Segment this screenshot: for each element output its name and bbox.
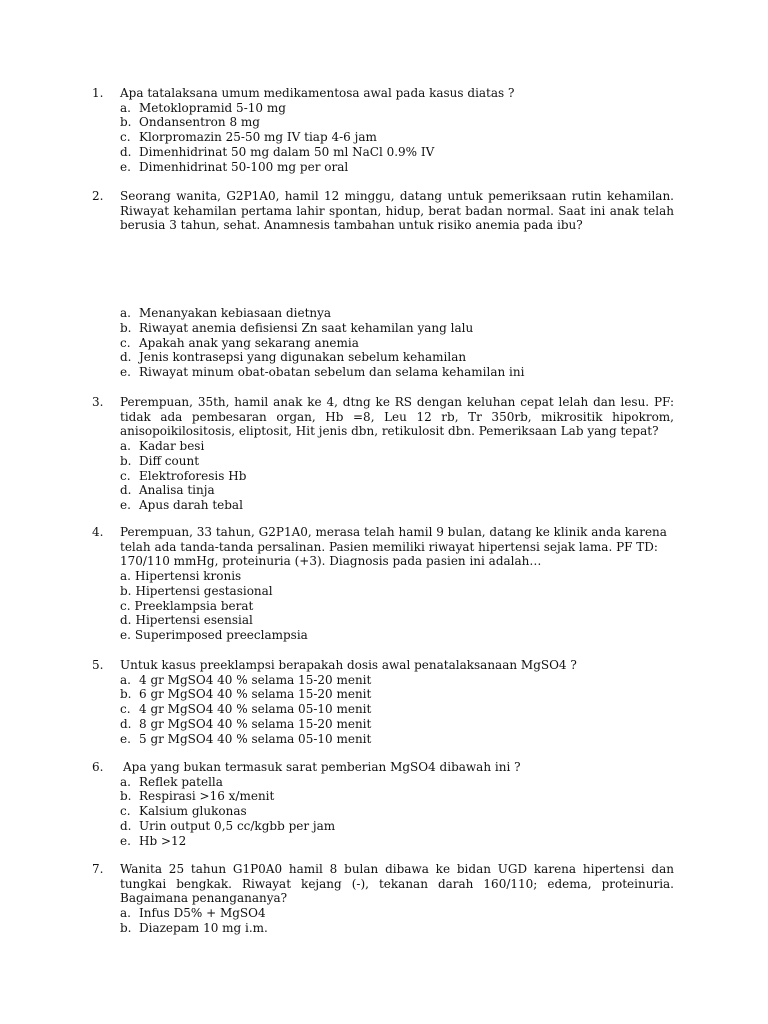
question-stem: Perempuan, 35th, hamil anak ke 4, dtng ke RS dengan keluhan cepat lelah dan lesu. PF: tidak ada pembesaran organ, Hb =8, Leu 12 rb, Tr 350rb, mikrositik hipokrom, anisopoikilositosis, eliptosit, Hit jenis dbn, retikulosit dbn. Pemeriksaan Lab yang tepat? bbox=[120, 395, 674, 439]
option-list bbox=[120, 775, 674, 849]
option-letter: c. bbox=[120, 335, 131, 350]
question-number: 1. bbox=[92, 86, 104, 100]
option-text: Hipertensi gestasional bbox=[135, 583, 273, 598]
stem-line: 170/110 mmHg, proteinuria (+3). Diagnosis pada pasien ini adalah… bbox=[120, 554, 542, 569]
question-stem: Apa yang bukan termasuk sarat pemberian MgSO4 dibawah ini ? bbox=[123, 760, 521, 774]
question-2 bbox=[92, 189, 674, 380]
option-text: 4 gr MgSO4 40 % selama 15-20 menit bbox=[139, 672, 372, 687]
option-list bbox=[120, 306, 674, 380]
option-text: Kadar besi bbox=[139, 439, 205, 454]
option-letter: a. bbox=[120, 906, 131, 921]
question-4 bbox=[92, 525, 674, 643]
option-text: Analisa tinja bbox=[139, 483, 215, 498]
option-letter: a. bbox=[120, 774, 131, 789]
option-letter: e. bbox=[120, 627, 131, 642]
option-e bbox=[120, 365, 674, 380]
question-3 bbox=[92, 395, 674, 513]
question-stem: Apa tatalaksana umum medikamentosa awal pada kasus diatas ? bbox=[120, 86, 515, 100]
option-b bbox=[120, 687, 674, 702]
option-letter: c. bbox=[120, 804, 131, 819]
option-text: Klorpromazin 25-50 mg IV tiap 4-6 jam bbox=[139, 130, 377, 145]
question-1 bbox=[92, 86, 674, 174]
option-letter: b. bbox=[120, 687, 132, 702]
option-e bbox=[120, 834, 674, 849]
option-text: Elektroforesis Hb bbox=[139, 468, 247, 483]
option-letter: d. bbox=[120, 716, 132, 731]
option-c bbox=[120, 702, 674, 717]
option-letter: d. bbox=[120, 483, 132, 498]
option-text: Menanyakan kebiasaan dietnya bbox=[139, 306, 332, 321]
option-text: 4 gr MgSO4 40 % selama 05-10 menit bbox=[139, 702, 372, 717]
option-letter: a. bbox=[120, 100, 131, 115]
option-letter: b. bbox=[120, 115, 132, 130]
option-list bbox=[92, 569, 674, 643]
option-text: Preeklampsia berat bbox=[134, 598, 254, 613]
question-number: 5. bbox=[92, 658, 104, 672]
option-letter: d. bbox=[120, 818, 132, 833]
option-d bbox=[120, 350, 674, 365]
option-letter: b. bbox=[120, 453, 132, 468]
option-letter: b. bbox=[120, 789, 132, 804]
option-d bbox=[120, 145, 674, 160]
question-stem: Seorang wanita, G2P1A0, hamil 12 minggu, datang untuk pemeriksaan rutin kehamilan. Riwayat kehamilan pertama lahir spontan, hidup, berat badan normal. Saat ini anak telah berusia 3 tahun, sehat. Anamnesis tambahan untuk risiko anemia pada ibu? bbox=[120, 189, 674, 233]
option-list bbox=[120, 101, 674, 175]
question-5 bbox=[92, 658, 674, 746]
option-text: Ondansentron 8 mg bbox=[139, 115, 260, 130]
option-text: Jenis kontrasepsi yang digunakan sebelum kehamilan bbox=[139, 350, 467, 365]
option-a bbox=[92, 569, 674, 584]
option-text: Diazepam 10 mg i.m. bbox=[139, 920, 268, 935]
option-text: 5 gr MgSO4 40 % selama 05-10 menit bbox=[139, 731, 372, 746]
question-number: 7. bbox=[92, 862, 104, 876]
option-e bbox=[120, 498, 674, 513]
option-list bbox=[120, 439, 674, 513]
stem-line: telah ada tanda-tanda persalinan. Pasien memiliki riwayat hipertensi sejak lama. PF TD: bbox=[120, 539, 658, 554]
question-number: 3. bbox=[92, 395, 104, 409]
option-text: Dimenhidrinat 50-100 mg per oral bbox=[139, 159, 349, 174]
option-text: Respirasi >16 x/menit bbox=[139, 789, 275, 804]
question-number: 4. bbox=[92, 525, 104, 539]
question-7 bbox=[92, 862, 674, 936]
option-text: Riwayat minum obat-obatan sebelum dan selama kehamilan ini bbox=[139, 364, 525, 379]
option-e bbox=[92, 628, 674, 643]
option-letter: d. bbox=[120, 613, 132, 628]
option-b bbox=[92, 584, 674, 599]
option-a bbox=[120, 306, 674, 321]
option-b bbox=[120, 789, 674, 804]
option-text: Apakah anak yang sekarang anemia bbox=[139, 335, 359, 350]
option-text: Hb >12 bbox=[139, 833, 187, 848]
option-text: Urin output 0,5 cc/kgbb per jam bbox=[139, 818, 336, 833]
option-letter: c. bbox=[120, 702, 131, 717]
question-stem: Untuk kasus preeklampsi berapakah dosis awal penatalaksanaan MgSO4 ? bbox=[120, 658, 577, 672]
option-letter: c. bbox=[120, 598, 131, 613]
option-a bbox=[120, 775, 674, 790]
option-letter: e. bbox=[120, 833, 131, 848]
option-text: Superimposed preeclampsia bbox=[134, 627, 308, 642]
stem-line: Perempuan, 33 tahun, G2P1A0, merasa telah hamil 9 bulan, datang ke klinik anda karena bbox=[120, 525, 667, 539]
option-letter: a. bbox=[120, 672, 131, 687]
question-stem: Wanita 25 tahun G1P0A0 hamil 8 bulan dibawa ke bidan UGD karena hipertensi dan tungkai bengkak. Riwayat kejang (-), tekanan darah 160/110; edema, proteinuria. Bagaimana penangananya? bbox=[120, 862, 674, 906]
option-letter: d. bbox=[120, 144, 132, 159]
option-a bbox=[120, 439, 674, 454]
question-6 bbox=[92, 760, 674, 848]
option-text: Hipertensi esensial bbox=[135, 613, 253, 628]
option-a bbox=[120, 906, 674, 921]
option-text: 6 gr MgSO4 40 % selama 15-20 menit bbox=[139, 687, 372, 702]
option-letter: a. bbox=[120, 569, 131, 584]
option-letter: e. bbox=[120, 497, 131, 512]
question-number: 6. bbox=[92, 760, 104, 774]
option-letter: a. bbox=[120, 439, 131, 454]
option-text: Hipertensi kronis bbox=[134, 569, 242, 584]
question-stem bbox=[120, 525, 674, 569]
option-text: Diff count bbox=[139, 453, 200, 468]
option-text: Metoklopramid 5-10 mg bbox=[139, 100, 286, 115]
option-letter: e. bbox=[120, 364, 131, 379]
option-letter: b. bbox=[120, 320, 132, 335]
option-d bbox=[120, 483, 674, 498]
option-c bbox=[120, 336, 674, 351]
option-c bbox=[92, 599, 674, 614]
option-b bbox=[120, 115, 674, 130]
option-list bbox=[120, 673, 674, 747]
option-letter: e. bbox=[120, 159, 131, 174]
option-d bbox=[92, 613, 674, 628]
option-d bbox=[120, 717, 674, 732]
option-letter: a. bbox=[120, 306, 131, 321]
option-text: Kalsium glukonas bbox=[139, 804, 247, 819]
option-a bbox=[120, 101, 674, 116]
option-b bbox=[120, 454, 674, 469]
option-text: Reflek patella bbox=[139, 774, 223, 789]
option-letter: c. bbox=[120, 468, 131, 483]
option-text: Apus darah tebal bbox=[139, 497, 243, 512]
option-text: Infus D5% + MgSO4 bbox=[139, 906, 266, 921]
option-letter: b. bbox=[120, 920, 132, 935]
option-text: Riwayat anemia defisiensi Zn saat kehamilan yang lalu bbox=[139, 320, 474, 335]
option-letter: e. bbox=[120, 731, 131, 746]
option-d bbox=[120, 819, 674, 834]
option-letter: d. bbox=[120, 350, 132, 365]
option-b bbox=[120, 321, 674, 336]
option-list bbox=[120, 906, 674, 935]
option-c bbox=[120, 130, 674, 145]
option-e bbox=[120, 732, 674, 747]
option-a bbox=[120, 673, 674, 688]
option-c bbox=[120, 804, 674, 819]
option-c bbox=[120, 469, 674, 484]
option-letter: c. bbox=[120, 130, 131, 145]
question-number: 2. bbox=[92, 189, 104, 203]
option-text: Dimenhidrinat 50 mg dalam 50 ml NaCl 0.9% IV bbox=[139, 144, 435, 159]
option-b bbox=[120, 921, 674, 936]
option-e bbox=[120, 160, 674, 175]
option-letter: b. bbox=[120, 583, 132, 598]
option-text: 8 gr MgSO4 40 % selama 15-20 menit bbox=[139, 716, 372, 731]
